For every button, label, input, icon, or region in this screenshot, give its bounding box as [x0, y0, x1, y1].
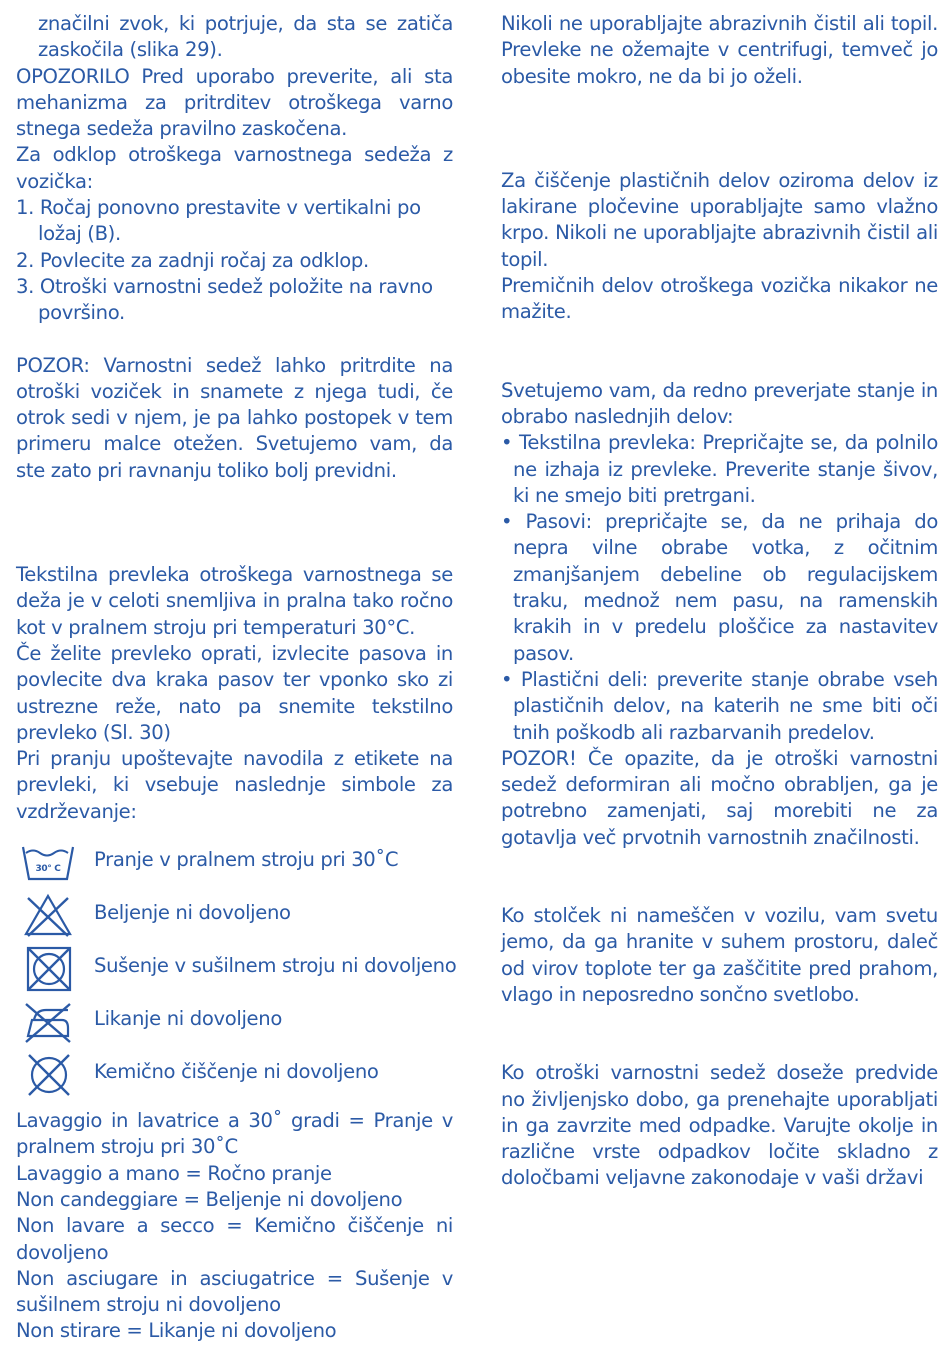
care-symbol-row [16, 1049, 453, 1102]
symbol-label: Beljenje ni dovoljeno [94, 901, 291, 925]
care-symbol-row [16, 837, 453, 890]
no-tumble-dry-icon [20, 945, 76, 993]
step-1: 1. Ročaj ponovno prestavite v vertikalni po ložaj (B). [16, 196, 421, 246]
care-symbols [16, 837, 457, 1102]
translation-line: Non lavare a secco = Kemično čiščenje ni dovoljeno [16, 1214, 453, 1264]
step-2: 2. Povlecite za zadnji ročaj za odklop. [16, 248, 369, 272]
paragraph-warning: OPOZORILO Pred uporabo preverite, ali sta mehanizma za pritrditev otroškega varno stnega sedeža pravilno zaskočena. [16, 64, 453, 141]
paragraph-no-abrasives: Nikoli ne uporabljajte abrazivnih čistil ali topil. Prevleke ne ožemajte v centrifugi, temveč jo obesite mokro, ne da bi jo oželi. [501, 12, 938, 88]
translation-line: Lavaggio in lavatrice a 30˚ gradi = Pranje v pralnem stroju pri 30˚C [16, 1109, 453, 1159]
paragraph-washing-label: Pri pranju upoštevajte navodila z etikete na prevleki, ki vsebuje naslednje simbole za vzdrževanje: [16, 747, 453, 823]
paragraph-textile-cover: Tekstilna prevleka otroškega varnostnega se deža je v celoti snemljiva in pralna tako ročno kot v pralnem stroju pri temperaturi 30°C. [16, 563, 453, 639]
translation-line: Non asciugare in asciugatrice = Sušenje v sušilnem stroju ni dovoljeno [16, 1266, 453, 1317]
symbol-label: Pranje v pralnem stroju pri 30˚C [94, 848, 399, 872]
translation-line: Non stirare = Likanje ni dovoljeno [16, 1319, 337, 1343]
right-column [501, 11, 938, 1192]
translation-line: Lavaggio a mano = Ročno pranje [16, 1161, 332, 1185]
svg-text:30° C: 30° C [35, 864, 61, 875]
paragraph-replace-warning: POZOR! Če opazite, da je otroški varnostni sedež deformiran ali močno obrabljen, ga je potrebno zamenjati, saj morebiti ne za gotavlja več prvotnih varnostnih značilnosti. [501, 746, 938, 849]
bullet-textile-cover: • Tekstilna prevleka: Prepričajte se, da polnilo ne izhaja iz prevleke. Preverite stanje šivov, ki ne smejo biti pretrgani. [501, 431, 938, 507]
translation-line: Non candeggiare = Beljenje ni dovoljeno [16, 1187, 403, 1211]
step-3: 3. Otroški varnostni sedež položite na ravno površino. [16, 274, 433, 325]
care-symbol-row [16, 943, 457, 996]
paragraph-check-wear: Svetujemo vam, da redno preverjate stanje in obrabo naslednjih delov: [501, 378, 938, 428]
paragraph-latch-sound: značilni zvok, ki potrjuje, da sta se zatiča zaskočila (slika 29). [38, 12, 453, 62]
care-symbol-row [16, 890, 453, 943]
paragraph-storage: Ko stolček ni nameščen v vozilu, vam svetu jemo, da ga hranite v suhem prostoru, daleč od virov toplote ter ga zaščitite pred prahom, vlago in neposredno sončno svetlobo. [501, 904, 938, 1006]
paragraph-caution: POZOR: Varnostni sedež lahko pritrdite na otroški voziček in snamete z njega tudi, če otrok sedi v njem, je pa lahko postopek v tem primeru malce otežen. Svetujemo vam, da ste zato pri ravnanju toliko bolj previdni. [16, 353, 453, 482]
wash-30-icon [20, 839, 76, 887]
symbol-label: Kemično čiščenje ni dovoljeno [94, 1060, 379, 1084]
no-dry-clean-icon [20, 1051, 76, 1099]
bullet-belts: • Pasovi: prepričajte se, da ne prihaja do nepra vilne obrabe votka, z očitnim zmanjšanjem debeline ob regulacijskem traku, mednož nem pasu, na ramenskih krakih in v predelu ploščice za nastavitev pasov. [501, 510, 938, 665]
paragraph-detach-intro: Za odklop otroškega varnostnega sedeža z vozička: [16, 143, 453, 193]
left-column [16, 11, 457, 1345]
paragraph-plastic-cleaning: Za čiščenje plastičnih delov oziroma delov iz lakirane pločevine uporabljajte samo vlažno krpo. Nikoli ne uporabljajte abrazivnih čistil ali topil. [501, 168, 938, 271]
bullet-plastic-parts: • Plastični deli: preverite stanje obrabe vseh plastičnih delov, na katerih ne sme biti oči tnih poškodb ali razbarvanih predelov. [501, 667, 938, 744]
no-iron-icon [20, 998, 76, 1046]
paragraph-remove-cover: Če želite prevleko oprati, izvlecite pasova in povlecite dva kraka pasov ter vponko sko zi ustrezne reže, nato pa snemite tekstilno prevleko (Sl. 30) [16, 641, 453, 744]
care-symbol-row [16, 996, 453, 1049]
no-bleach-icon [20, 892, 76, 940]
paragraph-disposal: Ko otroški varnostni sedež doseže predvide no življenjsko dobo, ga prenehajte uporabljati in ga zavrzite med odpadke. Varujte okolje in različne vrste odpadkov ločite skladno z določbami veljavne zakonodaje v vaši državi [501, 1061, 938, 1190]
paragraph-no-lubrication: Premičnih delov otroškega vozička nikakor ne mažite. [501, 274, 938, 324]
symbol-label: Likanje ni dovoljeno [94, 1007, 282, 1031]
symbol-label: Sušenje v sušilnem stroju ni dovoljeno [94, 954, 457, 978]
